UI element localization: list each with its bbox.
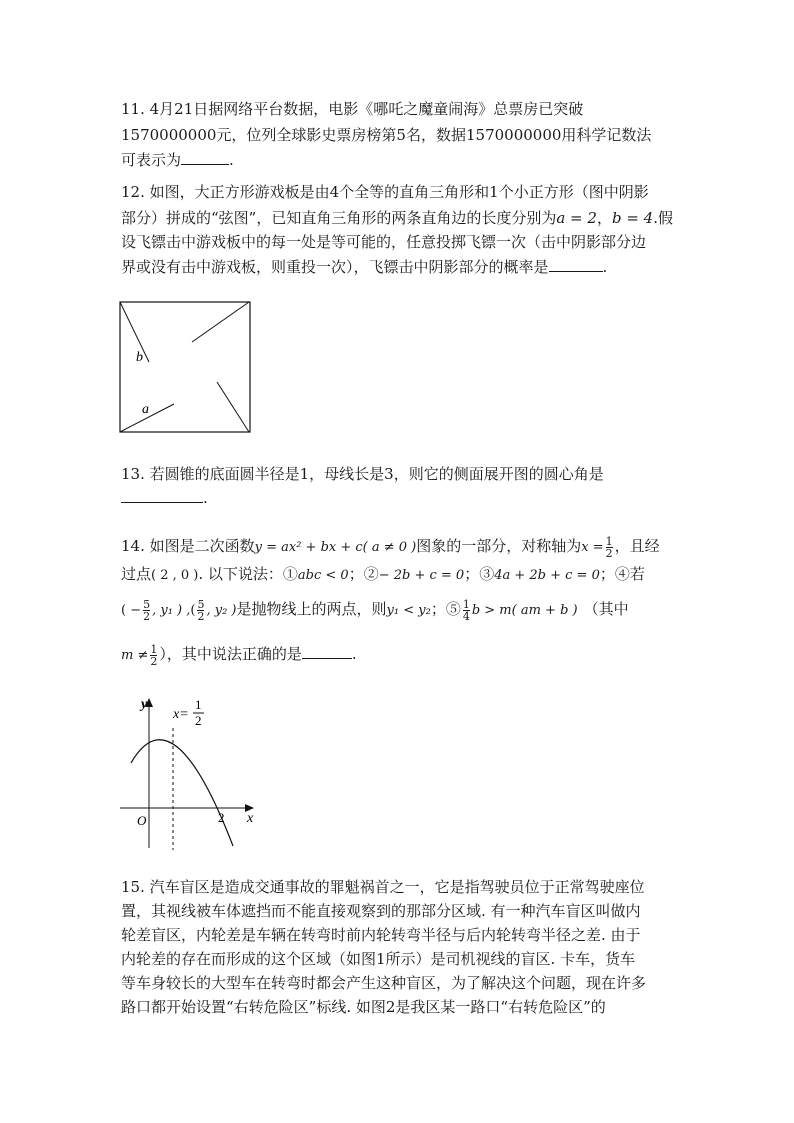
q14-condition: ( a ≠ 0 ) xyxy=(362,540,417,555)
graph-x-tick: 2 xyxy=(218,810,225,825)
q14-point2-open: ( xyxy=(190,603,196,618)
q15-line3: 轮差盲区，内轮差是车辆在转弯时前内轮转弯半径与后内轮转弯半径之差. 由于 xyxy=(121,926,641,944)
q13-answer-blank xyxy=(121,486,203,503)
q12-answer-blank xyxy=(549,255,603,272)
q12-line2 xyxy=(121,207,673,229)
q11-line3-prefix: 可表示为 xyxy=(121,151,182,169)
q14-statement-5-fraction: $\frac{1}{4}$ xyxy=(462,597,470,623)
q14-statement-5: b > m( am + b ) xyxy=(471,603,578,618)
graph-axis-den: 2 xyxy=(195,713,202,728)
q14-point2-fraction: $\frac{5}{2}$ xyxy=(197,597,205,623)
graph-origin-label: O xyxy=(137,813,147,828)
q12-string-diagram xyxy=(118,300,254,434)
q12-label-a: a xyxy=(142,402,149,417)
q15-line1: 15. 汽车盲区是造成交通事故的罪魁祸首之一，它是指驾驶员位于正常驾驶座位 xyxy=(121,878,645,896)
q15-line6: 路口都开始设置“右转危险区”标线. 如图2是我区某一路口“右转危险区”的 xyxy=(121,998,606,1016)
q15-line5: 等车身较长的大型车在转弯时都会产生这种盲区，为了解决这个问题，现在许多 xyxy=(121,974,647,992)
q14-statement-4: y₁ < y₂ xyxy=(386,603,431,618)
q14-point2-close: , y₂ ) xyxy=(206,603,237,618)
q14-line2 xyxy=(121,563,645,587)
q14-point: ( 2 , 0 ) xyxy=(151,568,199,583)
q12-line4-suffix: . xyxy=(602,258,608,276)
q12-line1: 12. 如图，大正方形游戏板是由4个全等的直角三角形和1个小正方形（图中阴影 xyxy=(121,183,649,201)
parabola-curve xyxy=(131,740,233,846)
q14-text-l2b: . 以下说法：① xyxy=(198,565,298,583)
graph-axis-label: x= xyxy=(173,707,189,722)
q14-text-l4a: ），其中说法正确的是 xyxy=(159,645,302,663)
graph-x-label: x xyxy=(247,811,254,826)
q14-answer-blank xyxy=(302,642,352,659)
q14-point1-fraction: $\frac{5}{2}$ xyxy=(143,597,151,623)
q12-a-value: a = 2 xyxy=(556,209,597,227)
q14-axis-fraction: $\frac{1}{2}$ xyxy=(605,534,613,560)
q13-line2-suffix: . xyxy=(203,489,208,507)
q13-line2 xyxy=(121,486,208,509)
q13-line1: 13. 若圆锥的底面圆半径是1，母线长是3，则它的侧面展开图的圆心角是 xyxy=(121,465,604,483)
q11-answer-blank xyxy=(181,148,229,165)
q14-point1-open: ( − xyxy=(121,603,142,618)
q14-function: y = ax² + bx + c xyxy=(254,540,363,555)
graph-y-label: y xyxy=(141,697,148,712)
q11-line2: 1570000000元，位列全球影史票房榜第5名，数据1570000000用科学记数法 xyxy=(121,126,652,144)
q12-line4-text: 界或没有击中游戏板，则重投一次），飞镖击中阴影部分的概率是 xyxy=(121,258,549,276)
graph-axis-num: 1 xyxy=(195,697,202,712)
q12-line2-text: 部分）拼成的“弦图”，已知直角三角形的两条直角边的长度分别为 xyxy=(121,209,557,227)
q11-line1: 11. 4月21日据网络平台数据，电影《哪吒之魔童闹海》总票房已突破 xyxy=(121,100,584,118)
q14-line3 xyxy=(121,598,629,622)
q11-line3 xyxy=(121,148,234,171)
q14-text-l3a: 是抛物线上的两点，则 xyxy=(236,600,387,618)
q14-parabola-graph xyxy=(115,688,265,853)
q14-statement-1: abc < 0 xyxy=(297,568,349,583)
q14-text-l2a: 过点 xyxy=(121,565,152,583)
q14-axis-x: x = xyxy=(581,540,604,555)
q12-separator: ， xyxy=(596,209,612,227)
q14-m-condition: m ≠ xyxy=(121,648,149,663)
q14-text-l2c: ；② xyxy=(348,565,379,583)
q12-line2-suffix: .假 xyxy=(653,209,673,227)
q12-b-value: b = 4 xyxy=(611,209,654,227)
q14-text-b: 图象的一部分，对称轴为 xyxy=(416,537,582,555)
q11-line3-suffix: . xyxy=(229,151,234,169)
q14-line1 xyxy=(121,535,660,559)
q14-text-l3b: ；⑤ xyxy=(430,600,461,618)
q14-text-a: 14. 如图是二次函数 xyxy=(121,537,255,555)
q12-line3: 设飞镖击中游戏板中的每一处是等可能的，任意投掷飞镖一次（击中阴影部分边 xyxy=(121,233,647,251)
q14-statement-2: − 2b + c = 0 xyxy=(378,568,465,583)
q14-text-c: ，且经 xyxy=(614,537,660,555)
q14-text-l2d: ；③ xyxy=(464,565,495,583)
q12-label-b: b xyxy=(136,350,143,365)
q14-text-l4b: . xyxy=(351,645,357,663)
q14-text-l2e: ；④若 xyxy=(599,565,645,583)
q14-point1-close: , y₁ ) , xyxy=(152,603,191,618)
q14-text-l3c: （其中 xyxy=(583,600,629,618)
q14-m-fraction: $\frac{1}{2}$ xyxy=(150,642,158,668)
q15-line2: 置，其视线被车体遮挡而不能直接观察到的那部分区域. 有一种汽车盲区叫做内 xyxy=(121,902,641,920)
q12-line4 xyxy=(121,255,607,278)
q14-line4 xyxy=(121,642,357,667)
q15-line4: 内轮差的存在而形成的这个区域（如图1所示）是司机视线的盲区. 卡车，货车 xyxy=(121,950,636,968)
q14-statement-3: 4a + 2b + c = 0 xyxy=(494,568,600,583)
